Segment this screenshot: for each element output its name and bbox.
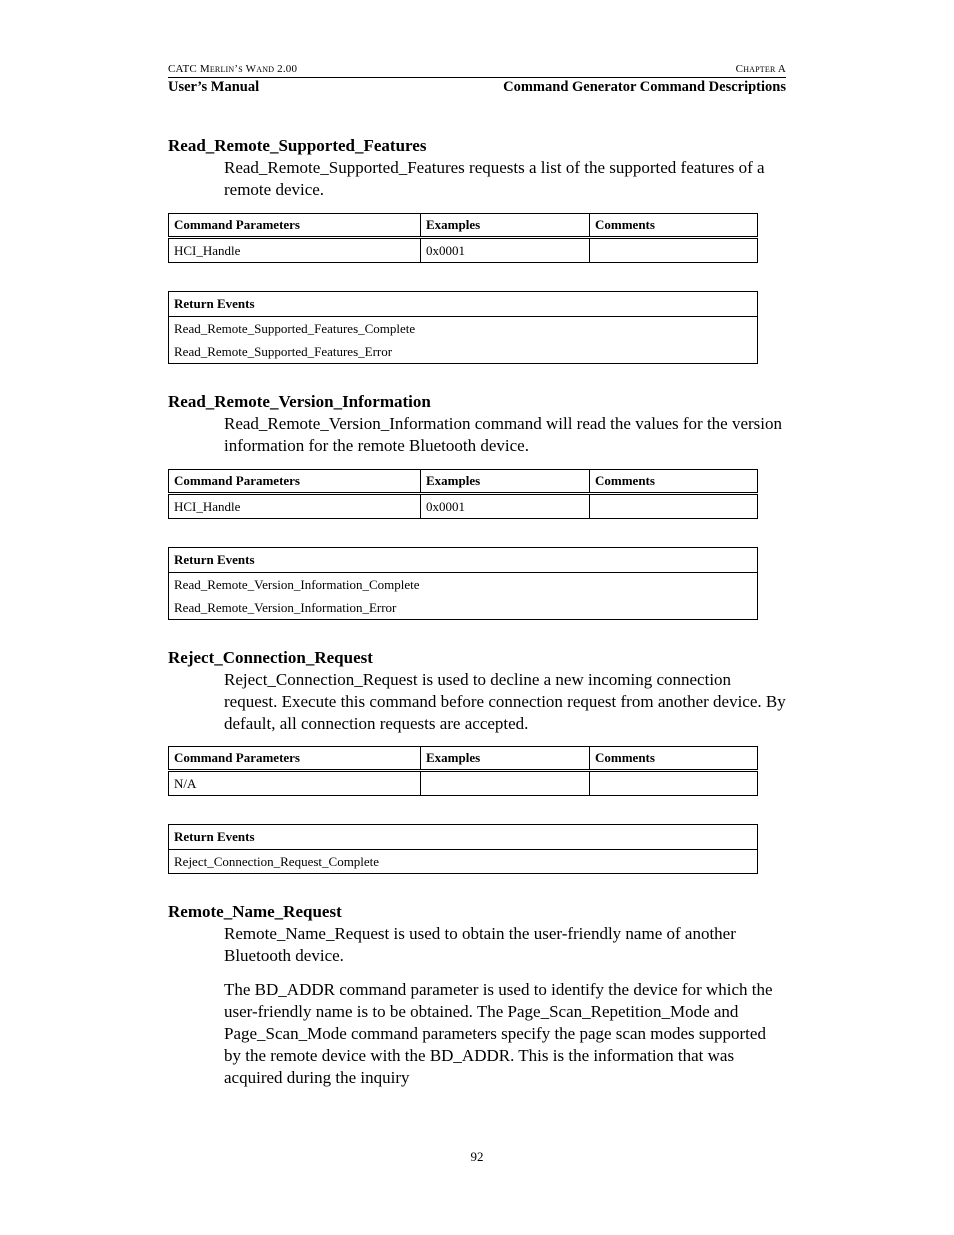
section-description bbox=[224, 669, 786, 735]
command-parameters-table bbox=[168, 746, 758, 796]
table-row bbox=[169, 573, 758, 597]
header-examples: Examples bbox=[421, 470, 590, 494]
cell-comment bbox=[590, 771, 758, 796]
table-row bbox=[169, 340, 758, 364]
running-header-bottom bbox=[168, 79, 786, 96]
cell-comment bbox=[590, 494, 758, 519]
header-comments: Comments bbox=[590, 214, 758, 238]
cell-event: Read_Remote_Version_Information_Error bbox=[169, 596, 758, 620]
table-header-row bbox=[169, 292, 758, 317]
return-events-table bbox=[168, 291, 758, 364]
table-row bbox=[169, 238, 758, 263]
section-read-remote-supported-features bbox=[168, 136, 786, 213]
section-description bbox=[224, 413, 786, 457]
cell-event: Read_Remote_Version_Information_Complete bbox=[169, 573, 758, 597]
page-number: 92 bbox=[470, 1149, 484, 1164]
return-events-table bbox=[168, 824, 758, 874]
header-examples: Examples bbox=[421, 214, 590, 238]
table-row bbox=[169, 494, 758, 519]
section-title: Reject_Connection_Request bbox=[168, 648, 373, 667]
paragraph: Read_Remote_Version_Information command will read the values for the version information for the remote Bluetooth device. bbox=[224, 414, 783, 455]
section-reject-connection-request bbox=[168, 648, 786, 747]
cell-event: Reject_Connection_Request_Complete bbox=[169, 850, 758, 874]
cell-parameter: N/A bbox=[169, 771, 421, 796]
table-row bbox=[169, 596, 758, 620]
return-events-table bbox=[168, 547, 758, 620]
header-return-events: Return Events bbox=[169, 548, 758, 573]
header-command-parameters: Command Parameters bbox=[169, 747, 421, 771]
header-rule bbox=[168, 77, 786, 78]
table-header-row bbox=[169, 825, 758, 850]
table-row bbox=[169, 317, 758, 341]
table-row bbox=[169, 771, 758, 796]
header-command-parameters: Command Parameters bbox=[169, 470, 421, 494]
running-header-top bbox=[168, 63, 786, 75]
cell-comment bbox=[590, 238, 758, 263]
table-header-row bbox=[169, 470, 758, 494]
cell-example: 0x0001 bbox=[421, 494, 590, 519]
paragraph: The BD_ADDR command parameter is used to identify the device for which the user-friendly name is to be obtained. The Page_Scan_Repetition_Mode and Page_Scan_Mode command parameters specify the page scan modes supported by the remote device with the BD_ADDR. This is the information that was acquired during the inquiry bbox=[224, 980, 773, 1087]
header-chapter-title: Command Generator Command Descriptions bbox=[503, 79, 786, 95]
section-description bbox=[224, 157, 786, 201]
section-title: Read_Remote_Version_Information bbox=[168, 392, 431, 411]
header-comments: Comments bbox=[590, 747, 758, 771]
table-header-row bbox=[169, 747, 758, 771]
cell-event: Read_Remote_Supported_Features_Error bbox=[169, 340, 758, 364]
header-manual: User’s Manual bbox=[168, 79, 260, 95]
header-product: CATC Merlin’s Wand 2.00 bbox=[168, 63, 298, 75]
paragraph: Reject_Connection_Request is used to decline a new incoming connection request. Execute this command before connection request from another device. By default, all connection requests are accepted. bbox=[224, 670, 786, 733]
cell-event: Read_Remote_Supported_Features_Complete bbox=[169, 317, 758, 341]
cell-parameter: HCI_Handle bbox=[169, 494, 421, 519]
section-read-remote-version-information bbox=[168, 392, 786, 469]
command-parameters-table bbox=[168, 213, 758, 263]
header-return-events: Return Events bbox=[169, 292, 758, 317]
section-description bbox=[224, 923, 786, 1089]
header-examples: Examples bbox=[421, 747, 590, 771]
section-remote-name-request bbox=[168, 902, 786, 1101]
header-return-events: Return Events bbox=[169, 825, 758, 850]
header-chapter: Chapter A bbox=[735, 63, 786, 75]
paragraph: Read_Remote_Supported_Features requests a list of the supported features of a remote device. bbox=[224, 158, 765, 199]
command-parameters-table bbox=[168, 469, 758, 519]
section-title: Remote_Name_Request bbox=[168, 902, 342, 921]
header-comments: Comments bbox=[590, 470, 758, 494]
cell-example bbox=[421, 771, 590, 796]
table-header-row bbox=[169, 214, 758, 238]
cell-example: 0x0001 bbox=[421, 238, 590, 263]
cell-parameter: HCI_Handle bbox=[169, 238, 421, 263]
table-row bbox=[169, 850, 758, 874]
paragraph: Remote_Name_Request is used to obtain the user-friendly name of another Bluetooth device. bbox=[224, 924, 736, 965]
header-command-parameters: Command Parameters bbox=[169, 214, 421, 238]
table-header-row bbox=[169, 548, 758, 573]
section-title: Read_Remote_Supported_Features bbox=[168, 136, 427, 155]
